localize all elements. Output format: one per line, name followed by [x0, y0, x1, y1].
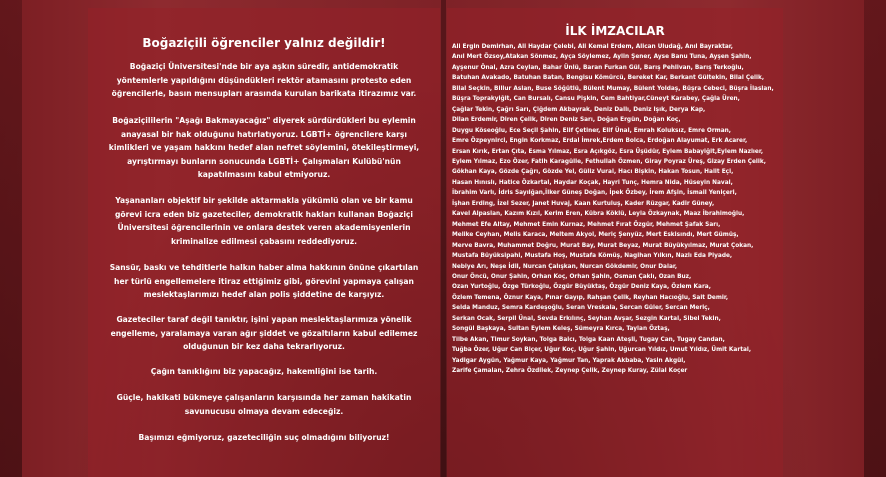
signatory-line: Selda Manduz, Semra Kardeşoğlu, Seran Vreskala, Sercan Güler, Sercan Meriç,	[452, 305, 710, 312]
signatory-line: Eylem Yılmaz, Ezo Özer, Fatih Karagülle, Fethullah Özmen, Giray Poyraz Üreş, Gizay Erden Çelik,	[452, 158, 766, 165]
statement-title: Boğaziçili öğrenciler yalnız değildir!	[142, 36, 386, 50]
signatory-line: Çağlar Tekin, Çağrı Sarı, Çiğdem Akbayrak, Deniz Dallı, Deniz Işık, Derya Kap,	[452, 106, 706, 113]
panel-divider	[441, 0, 446, 477]
signatory-line: Bilal Seçkin, Billur Aslan, Buse Söğütlü, Bülent Mumay, Bülent Yoldaş, Büşra Cebeci, Büşra İlaslan,	[452, 85, 774, 92]
signatory-line: Ali Ergin Demirhan, Ali Haydar Çelebi, Ali Kemal Erdem, Alican Uludağ, Anıl Bayraktar,	[452, 44, 734, 50]
signatory-line: Ayşenur Önal, Azra Ceylan, Bahar Ünlü, Baran Furkan Gül, Barış Pehlivan, Barış Terkoğlu,	[452, 64, 744, 71]
signatory-line: Hasan Hınıslı, Hatice Özkartal, Haydar Koçak, Hayri Tunç, Hemra Nida, Hüseyin Naval,	[452, 179, 733, 186]
statement-paragraph-3: Yaşananları objektif bir şekilde aktarmakla yükümlü olan ve bir kamu görevi icra eden biz gazeteciler, demokratik hakları kullanan Boğaziçi Üniversitesi öğrencilerinin ve onlara destek veren akademisyenlerin kriminalize edilmesi çabasını reddediyoruz.	[114, 196, 414, 246]
signatory-line: Tilbe Akan, Timur Soykan, Tolga Balcı, Tolga Kaan Ateşli, Tugay Can, Tugay Candan,	[452, 336, 725, 343]
signatory-line: Büşra Toprakyiğit, Can Bursalı, Cansu Pişkin, Cem Bahtiyar,Cüneyt Karabey, Çağla Üren,	[452, 96, 740, 103]
signatory-line: Emre Özpeynirci, Engin Korkmaz, Erdal İmrek,Erdem Bolca, Erdoğan Alayumat, Erk Acarer,	[452, 138, 748, 145]
signatory-line: Ozan Yurtoğlu, Özge Türkoğlu, Özgür Büyüktaş, Özgür Deniz Kaya, Özlem Kara,	[452, 284, 711, 291]
signatory-line: Serkan Ocak, Serpil Ünal, Sevda Erkılınç, Seyhan Avşar, Sezgin Kartal, Sibel Tekin,	[452, 315, 721, 322]
signatory-line: İbrahim Varlı, İdris Sayılğan,İlker Güneş Doğan, İpek Özbey, İrem Afşin, İsmail Yeniçeri,	[452, 190, 737, 197]
signatory-line: Özlem Temena, Öznur Kaya, Pınar Gayıp, Rahşan Çelik, Reyhan Hacıoğlu, Sait Demir,	[452, 294, 729, 301]
statement-paragraph-4: Sansür, baskı ve tehditlerle halkın haber alma hakkının önüne çıkartılan her türlü engellemelere itiraz ettiğimiz gibi, görevini yapmaya çalışan meslektaşlarımızı hedef alan polis şiddetine de karşıyız.	[109, 263, 419, 300]
signatories-list	[452, 42, 778, 377]
signatory-line: Kavel Alpaslan, Kazım Kızıl, Kerim Eren, Kübra Köklü, Leyla Özkaynak, Maaz İbrahimoğlu,	[452, 211, 745, 218]
signatory-line: Dilan Erdemir, Diren Çelik, Diren Deniz Sarı, Doğan Ergün, Doğan Koç,	[452, 117, 681, 124]
signatory-line: Nebiye Arı, Neşe İdil, Nurcan Çalışkan, Nurcan Gökdemir, Onur Dalar,	[452, 263, 678, 270]
statement-paragraph-5: Gazeteciler taraf değil tanıktır, işini yapan meslektaşlarımıza yönelik engelleme, yaralamaya varan ağır şiddet ve gözaltıların kabul edilemez olduğunun bir kez daha tekrarlıyoruz.	[110, 315, 418, 352]
statement-paragraph-7: Güçle, hakikati bükmeye çalışanların karşısında her zaman hakikatin savunucusu olmaya devam edeceğiz.	[116, 393, 412, 416]
signatory-line: Yadigar Aygün, Yağmur Kaya, Yağmur Tan, Yaprak Akbaba, Yasin Akgül,	[452, 357, 686, 364]
signatory-line: Batuhan Avakado, Batuhan Batan, Bengisu Kömürcü, Bereket Kar, Berkant Gültekin, Bilal Çelik,	[452, 75, 765, 82]
signatory-line: Melike Ceyhan, Melis Karaca, Meltem Akyol, Meriç Şenyüz, Mert Eskisındı, Mert Gümüş,	[452, 232, 739, 239]
signatory-line: Mustafa Büyüksipahi, Mustafa Hoş, Mustafa Kömüş, Nagihan Yılkın, Nazlı Eda Piyade,	[452, 253, 733, 260]
signatory-line: Zarife Çamalan, Zehra Özdilek, Zeynep Çelik, Zeynep Kuray, Zülal Koçer	[452, 368, 688, 375]
signatory-line: Merve Bavra, Muhammet Doğru, Murat Bay, Murat Beyaz, Murat Büyükyılmaz, Murat Çokan,	[452, 242, 754, 249]
signatory-line: Ersan Kırık, Ertan Çıta, Esma Yılmaz, Esra Açıkgöz, Esra Üşüdür, Eylem Babayiğit,Eylem Nazlıer,	[452, 148, 764, 155]
statement-paragraph-1: Boğaziçi Üniversitesi'nde bir aya aşkın süredir, antidemokratik yöntemlerle yapıldığını düşündükleri rektör atamasını protesto eden öğrencilerle, basın mensupları arasında kurulan barikata itirazımız var.	[111, 62, 417, 99]
signatory-line: Tuğba Özer, Uğur Can Biçer, Uğur Koç, Uğur Şahin, Uğurcan Yıldız, Umut Yıldız, Ümit Kartal,	[452, 347, 752, 354]
statement-paragraph-8: Başımızı eğmiyoruz, gazeteciliğin suç olmadığını biliyoruz!	[138, 433, 390, 442]
signatory-line: İşhan Erding, İzel Sezer, Janet Huvaj, Kaan Kurtuluş, Kader Rüzgar, Kadir Güney,	[452, 200, 715, 207]
signatory-line: Gökhan Kaya, Gözde Çağrı, Gözde Yel, Güliz Vural, Hacı Bişkin, Hakan Tosun, Halit Eçi,	[452, 169, 734, 176]
signatories-title: İLK İMZACILAR	[565, 24, 665, 38]
signatory-line: Songül Başkaya, Sultan Eylem Keleş, Sümeyra Kırca, Taylan Öztaş,	[452, 326, 670, 333]
statement-paragraph-2: Boğaziçililerin "Aşağı Bakmayacağız" diyerek sürdürdükleri bu eylemin anayasal bir hak olduğunu hatırlatıyoruz. LGBTİ+ öğrencilere karşı kimlikleri ve yaşam hakkını hedef alan nefret söylemini, ötekileştirmeyi, ayrıştırmayı bunların sonucunda LGBTİ+ Çalışmaları Kulübü'nün kapatılmasını kabul etmiyoruz.	[108, 116, 420, 180]
signatory-line: Duygu Köseoğlu, Ece Seçil Şahin, Elif Çetiner, Elif Ünal, Emrah Koluksız, Emre Orman,	[452, 127, 731, 134]
background-left-edge	[0, 0, 22, 477]
signatory-line: Mehmet Efe Altay, Mehmet Emin Kurnaz, Mehmet Fırat Özgür, Mehmet Şafak Sarı,	[452, 221, 721, 228]
background-right-edge	[864, 0, 886, 477]
statement-paragraph-6: Çağın tanıklığını biz yapacağız, hakemliğini ise tarih.	[150, 367, 378, 376]
signatory-line: Anıl Mert Özsoy,Atakan Sönmez, Ayça Söylemez, Aylin Şener, Ayse Banu Tuna, Ayşen Şahin,	[452, 54, 752, 61]
signatory-line: Onur Öncü, Onur Şahin, Orhan Koç, Orhan Şahin, Osman Çaklı, Ozan Buz,	[452, 273, 692, 280]
